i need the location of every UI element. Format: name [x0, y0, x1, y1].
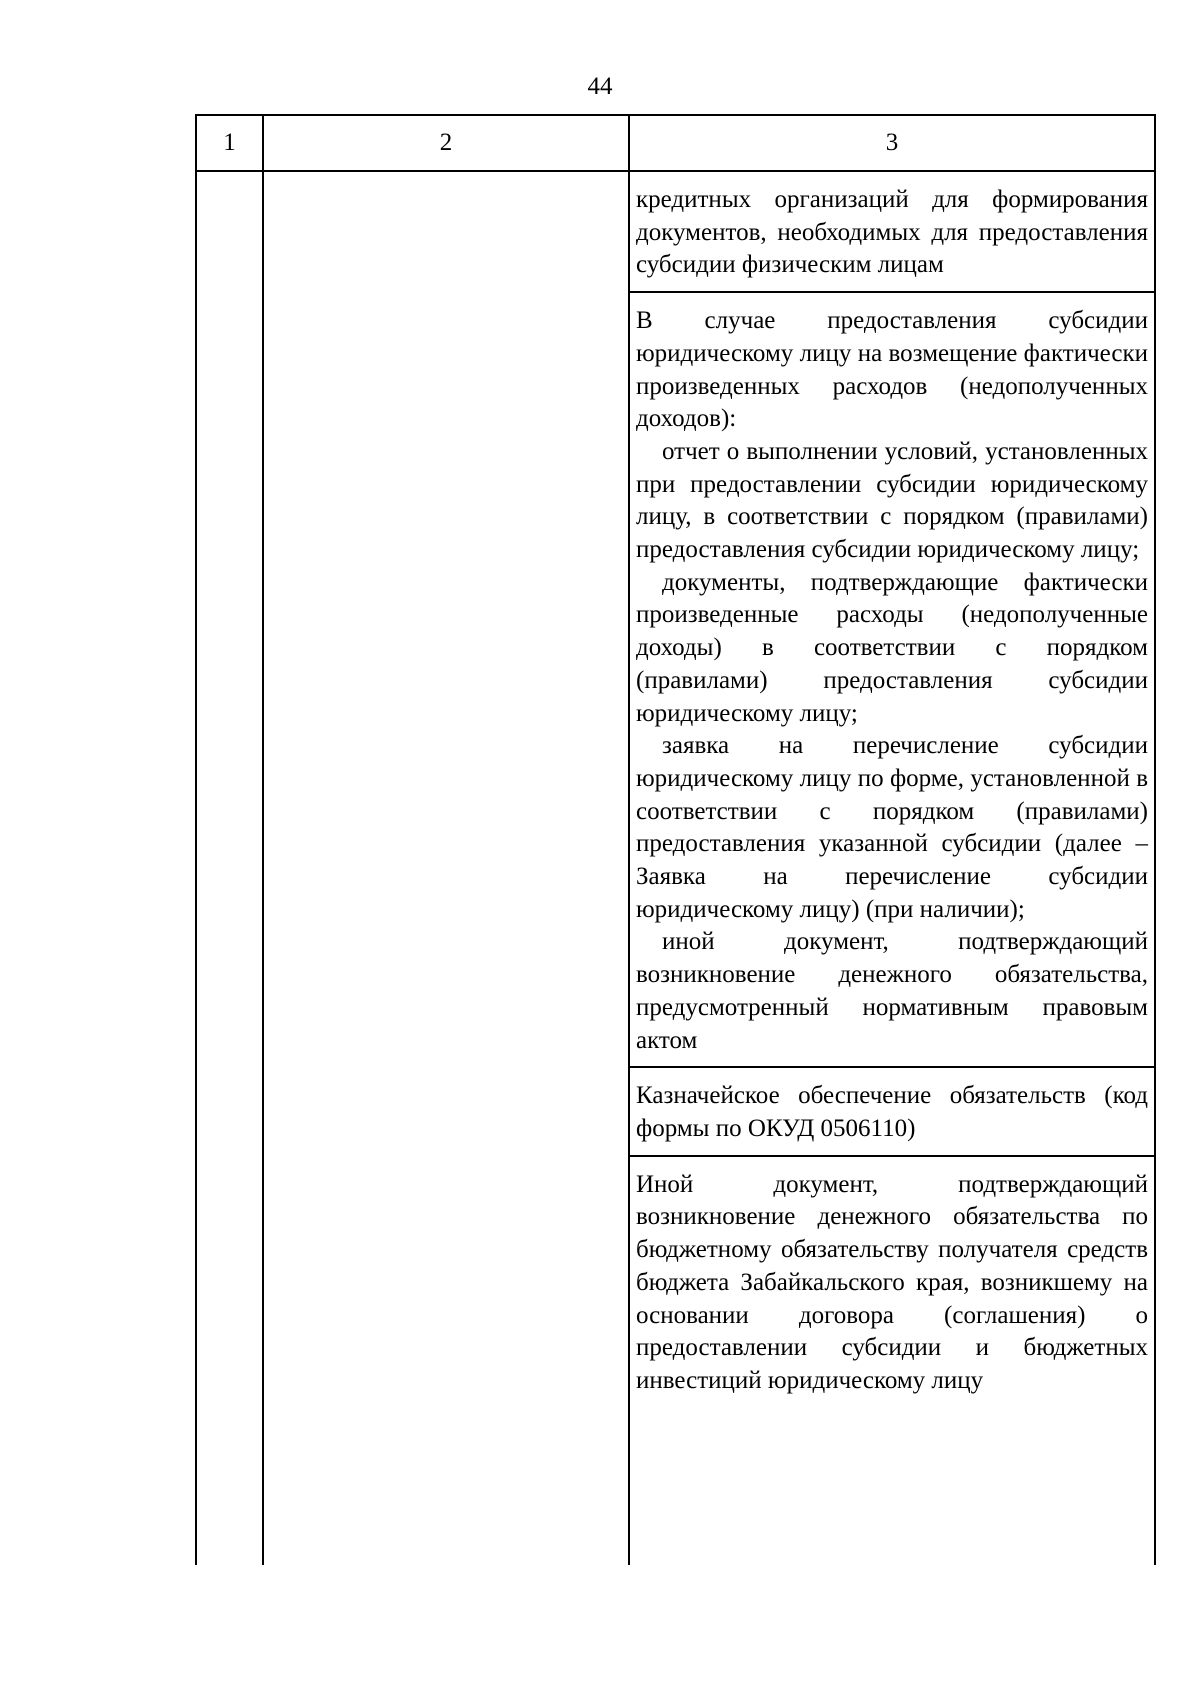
cell-paragraph: кредитных организаций для формирования документов, необходимых для предоставления субсидии физическим лицам	[636, 186, 1148, 279]
column-header-1: 1	[223, 129, 236, 156]
cell-paragraph: документы, подтверждающие фактически произведенные расходы (недополученные доходы) в соответствии с порядком (правилами) предоставления субсидии юридическому лицу;	[636, 568, 1148, 727]
cell-paragraph: отчет о выполнении условий, установленных при предоставлении субсидии юридическому лицу, в соответствии с порядком (правилами) предоставления субсидии юридическому лицу;	[636, 437, 1148, 564]
column-3-cells	[630, 172, 1154, 1407]
table-cell	[630, 1068, 1154, 1156]
table-left-border	[195, 114, 197, 1565]
column-divider-1	[262, 114, 264, 1565]
table-cell	[630, 293, 1154, 1068]
document-table	[195, 114, 1156, 1565]
page-number: 44	[587, 73, 613, 100]
cell-paragraph: В случае предоставления субсидии юридическому лицу на возмещение фактически произведенных расходов (недополученных доходов):	[636, 307, 1148, 433]
table-right-border	[1154, 114, 1156, 1565]
cell-paragraph: Иной документ, подтверждающий возникновение денежного обязательства по бюджетному обязательству получателя средств бюджета Забайкальского края, возникшему на основании договора (соглашения) о предоставлении субсидии и бюджетных инвестиций юридическому лицу	[636, 1170, 1148, 1394]
cell-paragraph: заявка на перечисление субсидии юридическому лицу по форме, установленной в соответствии с порядком (правилами) предоставления указанной субсидии (далее – Заявка на перечисление субсидии юридическому лицу) (при наличии);	[636, 732, 1148, 923]
cell-paragraph: иной документ, подтверждающий возникновение денежного обязательства, предусмотренный нормативным правовым актом	[636, 928, 1148, 1054]
column-header-3: 3	[885, 129, 899, 156]
column-header-2: 2	[439, 129, 453, 156]
table-cell	[630, 172, 1154, 293]
cell-paragraph: Казначейское обеспечение обязательств (код формы по ОКУД 0506110)	[636, 1082, 1148, 1142]
table-cell	[630, 1157, 1154, 1407]
